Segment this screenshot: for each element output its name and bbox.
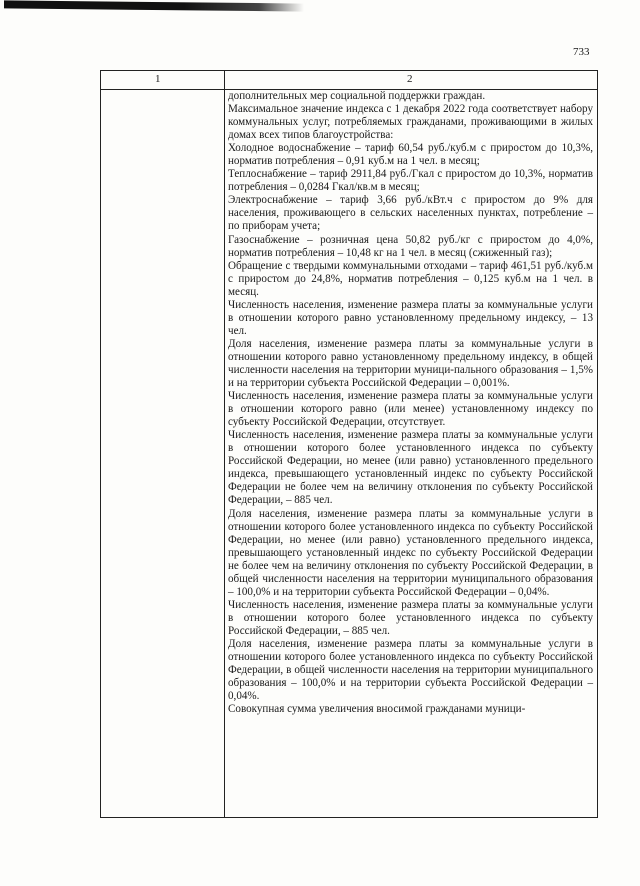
column-2-header: 2 [407, 73, 413, 85]
paragraph: Доля населения, изменение размера платы за коммунальные услуги в отношении которого более установленного индекса по субъекту Российской Федерации, но менее (или равно) установленного предельного индекса, превышающего установленный индекс по субъекту Российской Федерации не более чем на величину отклонения по субъекту Российской Федерации, в общей численности населения на территории муниципального образования – 100,0% и на территории субъекта Российской Федерации – 0,04%. [228, 507, 593, 598]
column-2-content [228, 90, 593, 716]
paragraph: Численность населения, изменение размера платы за коммунальные услуги в отношении которого равно (или менее) установленному индексу по субъекту Российской Федерации, отсутствует. [228, 390, 593, 429]
paragraph: Доля населения, изменение размера платы за коммунальные услуги в отношении которого более установленного индекса по субъекту Российской Федерации, в общей численности населения на территории муниципального образования – 100,0% и на территории субъекта Российской Федерации – 0,04%. [228, 637, 593, 703]
paragraph: Численность населения, изменение размера платы за коммунальные услуги в отношении которого более установленного индекса по субъекту Российской Федерации, но менее (или равно) установленного предельного индекса, превышающего установленный индекс по субъекту Российской Федерации не более чем на величину отклонения по субъекту Российской Федерации, – 885 чел. [228, 429, 593, 507]
document-table [100, 70, 598, 818]
column-divider [224, 71, 225, 817]
paragraph: Численность населения, изменение размера платы за коммунальные услуги в отношении которого равно установленному предельному индексу, – 13 чел. [228, 298, 593, 337]
paragraph: Численность населения, изменение размера платы за коммунальные услуги в отношении которого более установленного индекса по субъекту Российской Федерации, – 885 чел. [228, 598, 593, 637]
column-1-header: 1 [155, 73, 161, 85]
paragraph: Теплоснабжение – тариф 2911,84 руб./Гкал с приростом до 10,3%, норматив потребления – 0,0284 Гкал/кв.м в месяц; [228, 168, 593, 194]
paragraph: Максимальное значение индекса с 1 декабря 2022 года соответствует набору коммунальных услуг, потребляемых гражданами, проживающими в жилых домах всех типов благоустройства: [228, 103, 593, 142]
paragraph: Газоснабжение – розничная цена 50,82 руб./кг с приростом до 4,0%, норматив потребления – 10,48 кг на 1 чел. в месяц (сжиженный газ); [228, 233, 593, 259]
scan-artifact-bar [4, 0, 304, 11]
paragraph: Электроснабжение – тариф 3,66 руб./кВт.ч с приростом до 9% для населения, проживающего в сельских населенных пунктах, потребление – по приборам учета; [228, 194, 593, 233]
paragraph: Совокупная сумма увеличения вносимой гражданами муници- [228, 703, 526, 716]
paragraph: дополнительных мер социальной поддержки граждан. [228, 90, 486, 102]
table-header-row [101, 71, 597, 90]
paragraph: Обращение с твердыми коммунальными отходами – тариф 461,51 руб./куб.м с приростом до 24,8%, норматив потребления – 0,125 куб.м на 1 чел. в месяц. [228, 259, 593, 298]
paragraph: Холодное водоснабжение – тариф 60,54 руб./куб.м с приростом до 10,3%, норматив потребления – 0,91 куб.м на 1 чел. в месяц; [228, 142, 593, 168]
page-number: 733 [573, 46, 590, 58]
paragraph: Доля населения, изменение размера платы за коммунальные услуги в отношении которого равно установленному предельному индексу, в общей численности населения на территории муници-пального образования – 1,5% и на территории субъекта Российской Федерации – 0,001%. [228, 337, 593, 390]
